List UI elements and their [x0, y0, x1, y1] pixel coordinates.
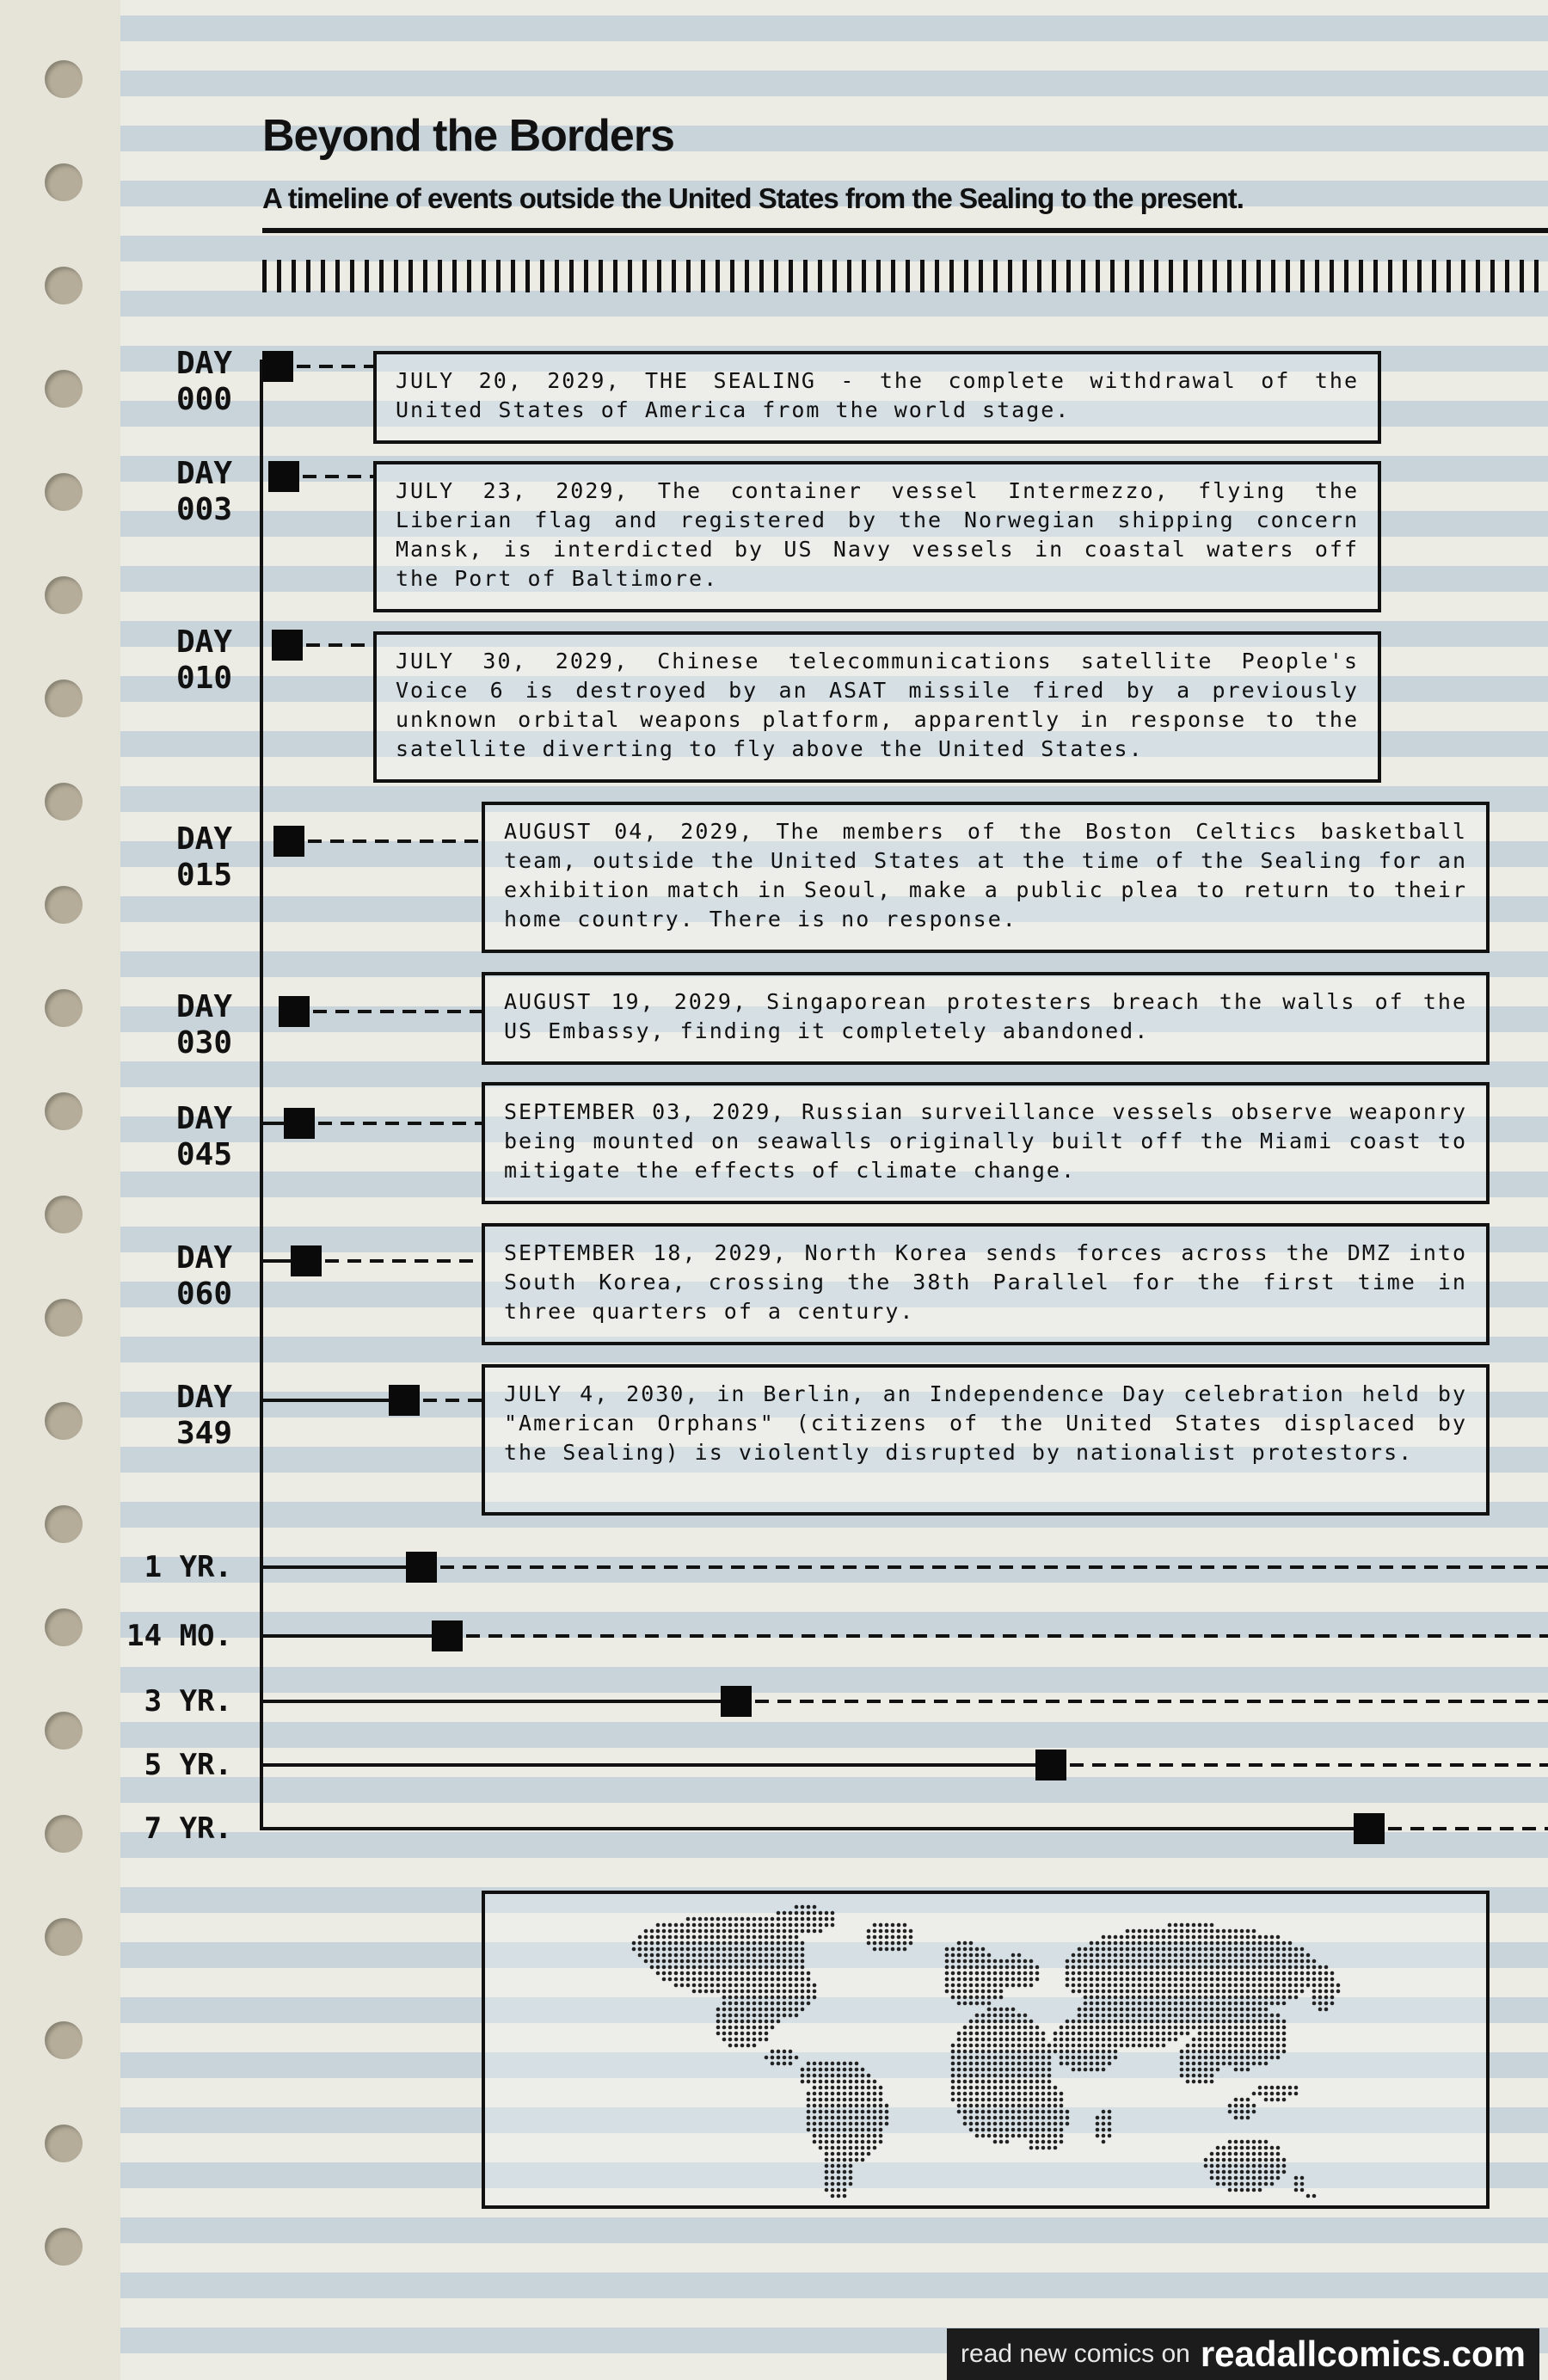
binder-hole — [45, 783, 83, 821]
binder-hole — [45, 2021, 83, 2059]
binder-hole — [45, 886, 83, 924]
timeline-marker — [279, 996, 310, 1027]
map-box — [482, 1891, 1490, 2209]
connector-line — [466, 1634, 1548, 1638]
binder-hole — [45, 1505, 83, 1543]
connector-line — [262, 1399, 390, 1402]
event-text: JULY 30, 2029, Chinese telecommunications satellite People's Voice 6 is destroyed by an ASAT missile fired by a previously unknown orbital weapons platform, apparently in response to the satellite diverting to fly above the United States. — [396, 649, 1359, 761]
year-label: 5 YR. — [144, 1748, 232, 1782]
connector-line — [318, 1122, 482, 1125]
event-text: SEPTEMBER 18, 2029, North Korea sends forces across the DMZ into South Korea, crossing the 38th Parallel for the first time in three quarters of a century. — [504, 1240, 1467, 1324]
binder-hole — [45, 1918, 83, 1956]
connector-line — [303, 475, 373, 478]
event-text: JULY 23, 2029, The container vessel Intermezzo, flying the Liberian flag and registered by the Norwegian shipping concern Mansk, is interdicted by US Navy vessels in coastal waters off the Port of Baltimore. — [396, 478, 1359, 591]
day-label: DAY 045 — [175, 1101, 232, 1172]
world-map-icon — [485, 1894, 1486, 2205]
connector-line — [262, 1634, 434, 1638]
timeline-spine — [260, 360, 263, 1830]
event-box — [482, 1223, 1490, 1345]
watermark-small: read new comics on — [961, 2340, 1190, 2368]
event-text: SEPTEMBER 03, 2029, Russian surveillance vessels observe weaponry being mounted on seawalls originally built off the Miami coast to mitigate the effects of climate change. — [504, 1099, 1467, 1183]
binder-hole — [45, 1712, 83, 1750]
day-label: DAY 060 — [175, 1240, 232, 1312]
binder-hole — [45, 1196, 83, 1233]
connector-line — [306, 643, 373, 647]
watermark[interactable] — [947, 2328, 1539, 2380]
binder-hole — [45, 2125, 83, 2162]
event-box — [482, 1364, 1490, 1516]
connector-line — [423, 1399, 482, 1402]
year-label: 7 YR. — [144, 1811, 232, 1846]
binder-hole — [45, 2228, 83, 2266]
connector-line — [1070, 1763, 1548, 1767]
event-box — [482, 802, 1490, 953]
connector-line — [440, 1565, 1548, 1569]
year-label: 14 MO. — [126, 1619, 232, 1653]
binder-hole — [45, 60, 83, 98]
binder-hole — [45, 576, 83, 614]
timeline-marker — [1035, 1750, 1066, 1780]
event-box — [373, 351, 1381, 444]
day-label: DAY 030 — [175, 989, 232, 1061]
year-label: 3 YR. — [144, 1684, 232, 1719]
connector-line — [262, 1259, 292, 1263]
timeline-marker — [406, 1552, 437, 1583]
connector-line — [262, 1763, 1036, 1767]
binder-hole — [45, 1299, 83, 1337]
binder-hole — [45, 267, 83, 304]
day-label: DAY 010 — [175, 624, 232, 696]
binder-hole — [45, 989, 83, 1027]
connector-line — [755, 1700, 1548, 1703]
connector-line — [1388, 1827, 1548, 1830]
timeline-marker — [273, 826, 304, 857]
event-text: JULY 4, 2030, in Berlin, an Independence Day celebration held by "American Orphans" (citizens of the United States displaced by the Sealing) is violently disrupted by nationalist protestors. — [504, 1381, 1467, 1465]
event-box — [373, 461, 1381, 612]
timeline-marker — [268, 461, 299, 492]
day-label: DAY 349 — [175, 1380, 232, 1451]
event-text: AUGUST 19, 2029, Singaporean protesters breach the walls of the US Embassy, finding it completely abandoned. — [504, 989, 1467, 1043]
day-label: DAY 015 — [175, 821, 232, 893]
binder-hole — [45, 473, 83, 511]
binder-hole — [45, 1092, 83, 1130]
event-text: AUGUST 04, 2029, The members of the Boston Celtics basketball team, outside the United States at the time of the Sealing for an exhibition match in Seoul, make a public plea to return to their home country. There is no response. — [504, 819, 1467, 932]
connector-line — [325, 1259, 482, 1263]
binder-hole — [45, 1815, 83, 1853]
event-box — [373, 631, 1381, 783]
timeline-marker — [291, 1245, 322, 1276]
day-label: DAY 003 — [175, 456, 232, 527]
connector-line — [262, 1122, 285, 1125]
year-label: 1 YR. — [144, 1550, 232, 1584]
event-text: JULY 20, 2029, THE SEALING - the complete withdrawal of the United States of America from the world stage. — [396, 368, 1359, 422]
connector-line — [262, 1565, 408, 1569]
day-label: DAY 000 — [175, 346, 232, 417]
timeline-marker — [1354, 1813, 1385, 1844]
ruler-ticks — [262, 260, 1548, 292]
connector-line — [297, 365, 374, 368]
event-box — [482, 1082, 1490, 1204]
timeline-marker — [272, 630, 303, 661]
binder-hole — [45, 680, 83, 717]
timeline-marker — [284, 1108, 315, 1139]
page-subtitle: A timeline of events outside the United States from the Sealing to the present. — [262, 182, 1244, 214]
binder-hole — [45, 1402, 83, 1440]
connector-line — [262, 1827, 1354, 1830]
connector-line — [308, 839, 482, 843]
connector-line — [313, 1010, 482, 1013]
binder-hole — [45, 163, 83, 201]
binder-hole — [45, 1608, 83, 1646]
timeline-marker — [262, 351, 293, 382]
timeline-marker — [432, 1620, 463, 1651]
connector-line — [262, 1700, 722, 1703]
title-rule — [262, 228, 1548, 233]
watermark-link[interactable]: readallcomics.com — [1200, 2334, 1526, 2374]
timeline-marker — [721, 1686, 752, 1717]
timeline-marker — [389, 1385, 420, 1416]
event-box — [482, 972, 1490, 1065]
page-title: Beyond the Borders — [262, 111, 674, 161]
binder-hole — [45, 370, 83, 408]
